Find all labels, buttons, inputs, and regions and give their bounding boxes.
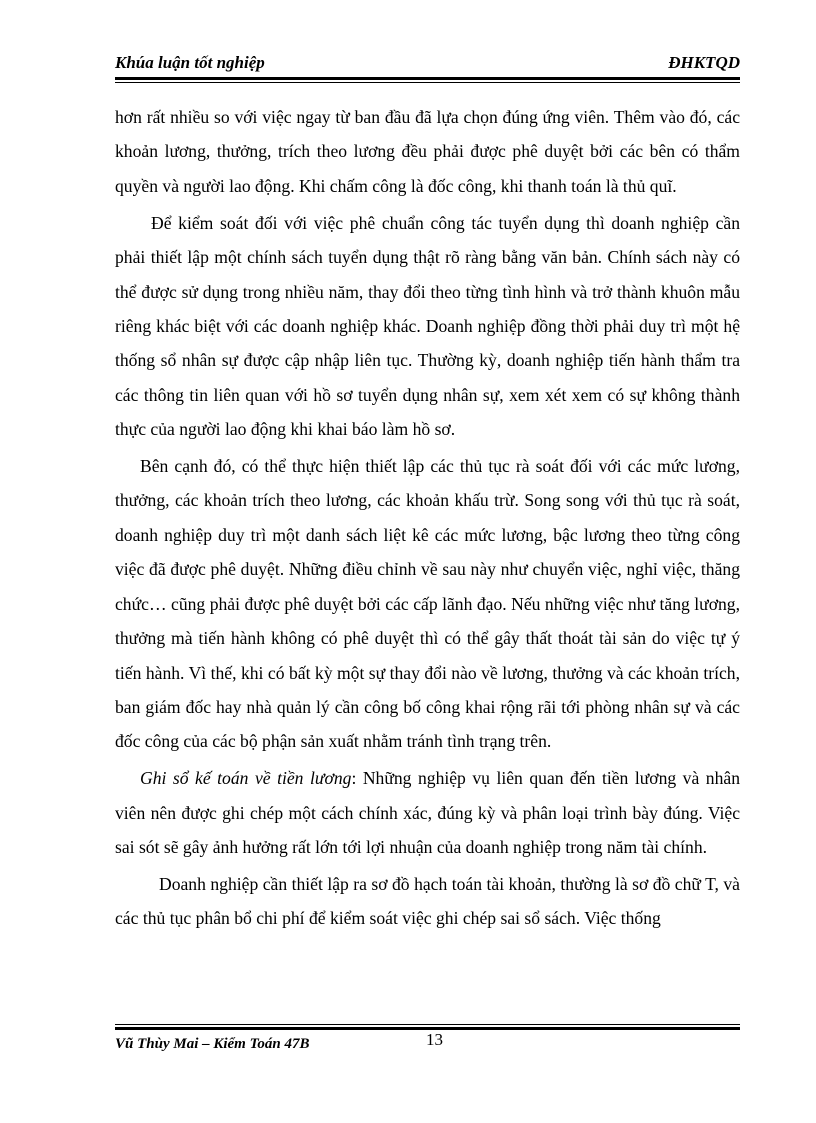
paragraph-2: Để kiểm soát đối với việc phê chuẩn công tác tuyển dụng thì doanh nghiệp cần phải thiết lập một chính sách tuyển dụng thật rõ ràng bằng văn bản. Chính sách này có thể được sử dụng trong nhiều năm, thay đổi theo từng tình hình và trở thành khuôn mẫu riêng khác biệt với các doanh nghiệp khác. Doanh nghiệp đồng thời phải duy trì một hệ thống sổ nhân sự được cập nhập liên tục. Thường kỳ, doanh nghiệp tiến hành thẩm tra các thông tin liên quan với hồ sơ tuyển dụng nhân sự, xem xét xem có sự không thành thực của người lao động khi khai báo làm hồ sơ. bbox=[115, 212, 740, 440]
header-school: ĐHKTQD bbox=[668, 53, 740, 72]
document-body bbox=[115, 100, 740, 938]
paragraph-5: Doanh nghiệp cần thiết lập ra sơ đồ hạch toán tài khoản, thường là sơ đồ chữ T, và các thủ tục phân bổ chi phí để kiểm soát việc ghi chép sai sổ sách. Việc thống bbox=[115, 873, 740, 929]
paragraph-4-lead: Ghi sổ kế toán về tiền lương bbox=[140, 768, 352, 789]
paragraph-3: Bên cạnh đó, có thể thực hiện thiết lập các thủ tục rà soát đối với các mức lương, thưởng, các khoản trích theo lương, các khoản khấu trừ. Song song với thủ tục rà soát, doanh nghiệp duy trì một danh sách liệt kê các mức lương, bậc lương theo từng công việc đã được phê duyệt. Những điều chỉnh về sau này như chuyển việc, nghỉ việc, thăng chức… cũng phải được phê duyệt bởi các cấp lãnh đạo. Nếu những việc như tăng lương, thưởng mà tiến hành không có phê duyệt thì có thể gây thất thoát tài sản do việc tự ý tiến hành. Vì thế, khi có bất kỳ một sự thay đổi nào về lương, thưởng và các khoản trích, ban giám đốc hay nhà quản lý cần công bố công khai rộng rãi tới phòng nhân sự và các đốc công của các bộ phận sản xuất nhằm tránh tình trạng trên. bbox=[115, 456, 740, 752]
page-header bbox=[115, 50, 740, 76]
page-number: 13 bbox=[426, 1030, 443, 1049]
paragraph-4 bbox=[115, 761, 740, 864]
header-title: Khúa luận tốt nghiệp bbox=[115, 53, 265, 72]
header-rule-thick bbox=[115, 77, 740, 80]
footer-author: Vũ Thùy Mai – Kiểm Toán 47B bbox=[115, 1036, 310, 1052]
paragraph-4-text: : Những nghiệp vụ liên quan đến tiền lương và nhân viên nên được ghi chép một cách chính xác, đúng kỳ và phân loại trình bày đúng. Việc sai sót sẽ gây ảnh hưởng rất lớn tới lợi nhuận của doanh nghiệp trong năm tài chính. bbox=[115, 768, 740, 858]
footer-rule-thin bbox=[115, 1024, 740, 1025]
header-rule-thin bbox=[115, 82, 740, 83]
paragraph-1: hơn rất nhiều so với việc ngay từ ban đầu đã lựa chọn đúng ứng viên. Thêm vào đó, các khoản lương, thưởng, trích theo lương đều phải được phê duyệt bởi các bên có thẩm quyền và người lao động. Khi chấm công là đốc công, khi thanh toán là thủ quĩ. bbox=[115, 107, 740, 196]
